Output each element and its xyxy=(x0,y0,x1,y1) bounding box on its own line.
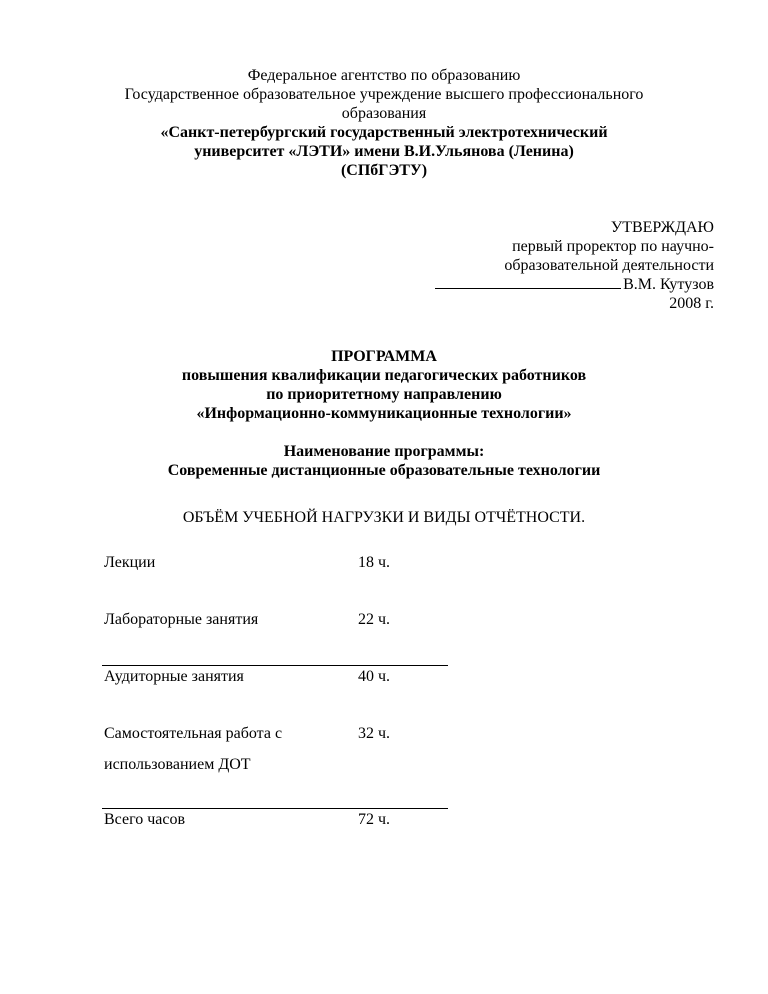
university-abbreviation: (СПбГЭТУ) xyxy=(340,162,428,179)
signature-row xyxy=(435,275,714,294)
program-subtitle: повышения квалификации педагогических работников xyxy=(181,367,587,384)
program-title-block xyxy=(0,347,768,480)
signature-line xyxy=(435,275,621,289)
program-direction-name: «Информационно-коммуникационные технологии» xyxy=(196,405,572,422)
approval-block xyxy=(435,218,714,313)
hours-value: 40 ч. xyxy=(358,668,391,685)
institution-type: Государственное образовательное учреждение высшего профессионального xyxy=(124,86,644,103)
hours-value: 32 ч. xyxy=(358,725,391,742)
approver-position: первый проректор по научно- xyxy=(512,238,714,255)
program-name-value: Современные дистанционные образовательные технологии xyxy=(167,462,601,479)
program-name-label: Наименование программы: xyxy=(283,443,485,460)
hours-value: 72 ч. xyxy=(358,811,391,828)
hours-label-line1: Самостоятельная работа с xyxy=(104,725,283,742)
hours-value: 22 ч. xyxy=(358,611,391,628)
approver-position-cont: образовательной деятельности xyxy=(504,257,714,274)
hours-label: Лекции xyxy=(104,554,156,571)
volume-heading: ОБЪЁМ УЧЕБНОЙ НАГРУЗКИ И ВИДЫ ОТЧЁТНОСТИ. xyxy=(182,509,586,526)
university-name: «Санкт-петербургский государственный электротехнический xyxy=(160,124,608,141)
hours-label xyxy=(104,718,334,780)
agency-name: Федеральное агентство по образованию xyxy=(247,67,521,84)
university-name-cont: университет «ЛЭТИ» имени В.И.Ульянова (Ленина) xyxy=(194,143,574,160)
approval-year: 2008 г. xyxy=(669,295,714,312)
hours-value: 18 ч. xyxy=(358,554,391,571)
program-title: ПРОГРАММА xyxy=(331,348,437,365)
organization-header xyxy=(0,66,768,180)
hours-label: Всего часов xyxy=(104,811,186,828)
approver-name: В.М. Кутузов xyxy=(623,276,714,293)
approval-title: УТВЕРЖДАЮ xyxy=(610,219,714,236)
hours-label: Лабораторные занятия xyxy=(104,611,259,628)
institution-type-cont: образования xyxy=(341,105,427,122)
hours-label-line2: использованием ДОТ xyxy=(104,756,251,773)
hours-label: Аудиторные занятия xyxy=(104,668,244,685)
program-direction: по приоритетному направлению xyxy=(266,386,502,403)
